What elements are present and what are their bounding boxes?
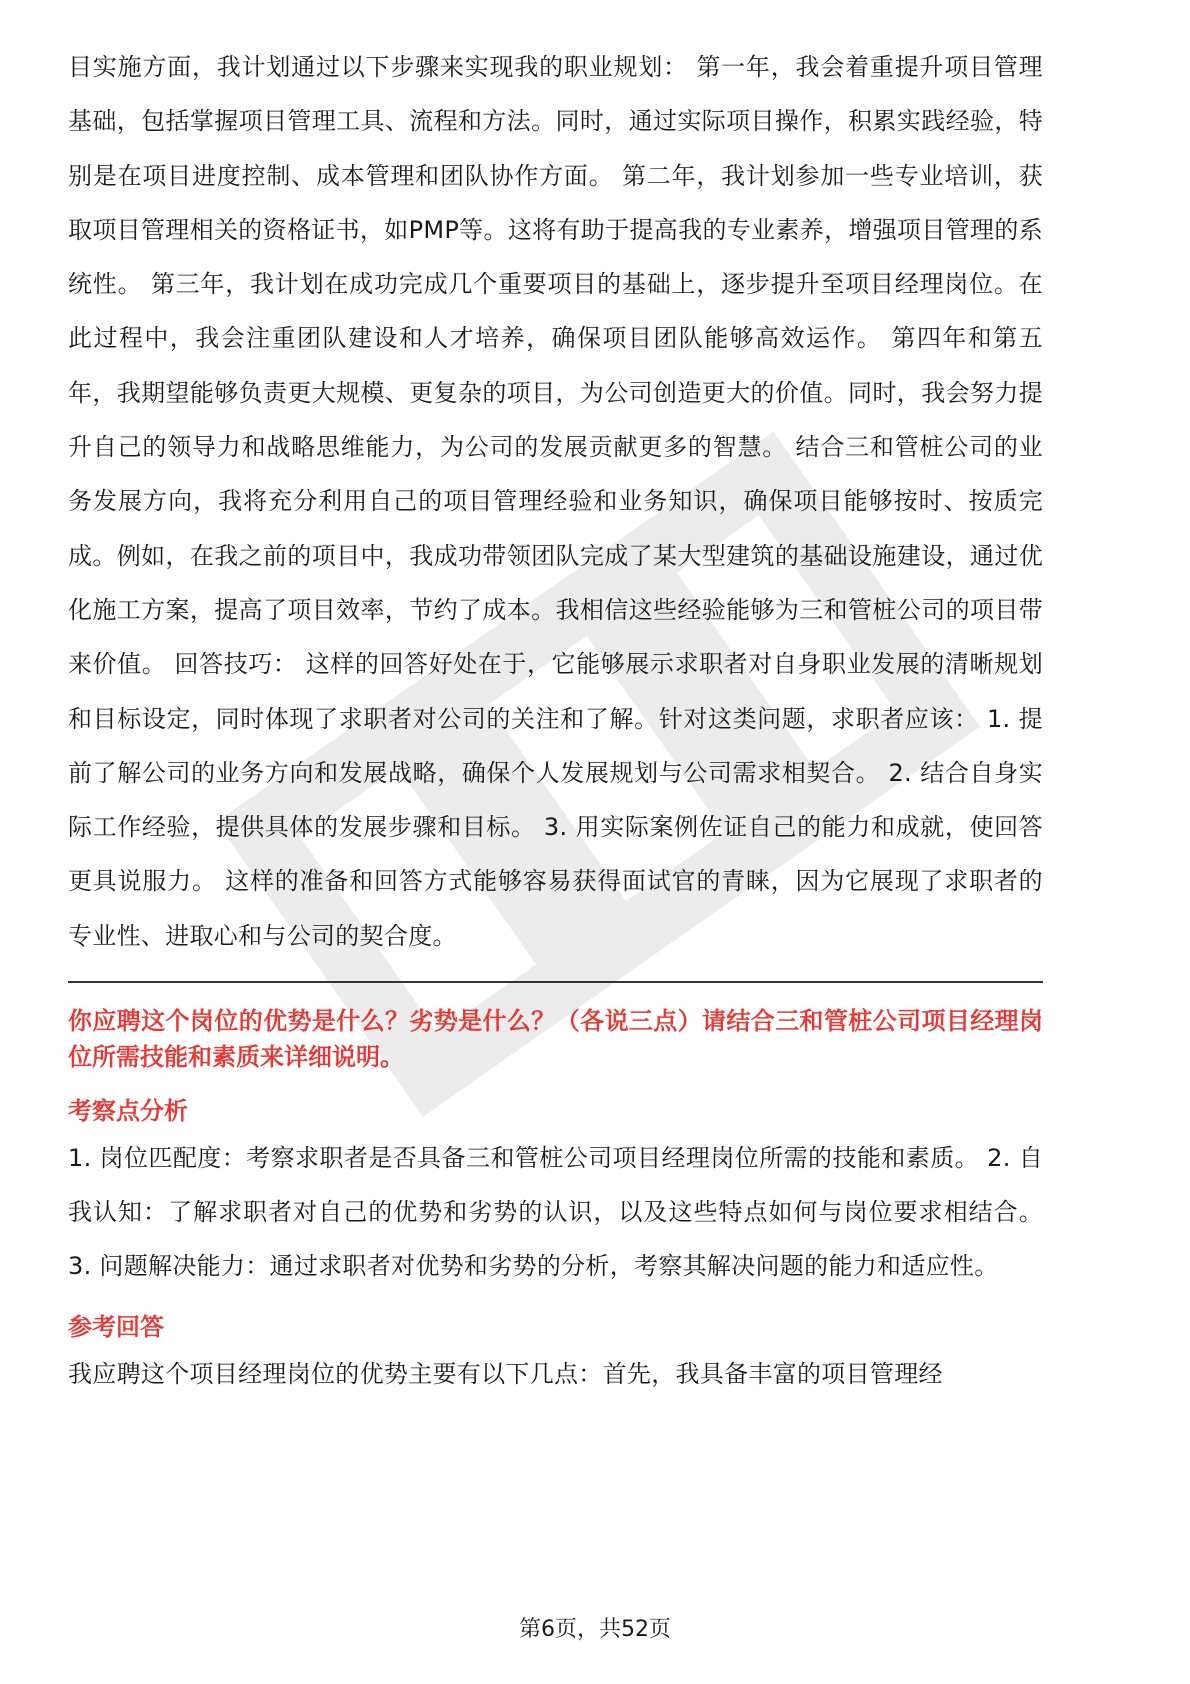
main-content <box>68 40 1043 1401</box>
analysis-paragraph: 1. 岗位匹配度：考察求职者是否具备三和管桩公司项目经理岗位所需的技能和素质。 2. 自我认知：了解求职者对自己的优势和劣势的认识，以及这些特点如何与岗位要求相结合。 3. 问题解决能力：通过求职者对优势和劣势的分析，考察其解决问题的能力和适应性。 <box>68 1144 1043 1281</box>
answer-heading: 参考回答 <box>68 1313 164 1342</box>
answer-paragraph: 我应聘这个项目经理岗位的优势主要有以下几点：首先，我具备丰富的项目管理经 <box>68 1360 943 1389</box>
page-number: 第6页，共52页 <box>519 1617 671 1642</box>
analysis-heading: 考察点分析 <box>68 1097 188 1126</box>
question-heading: 你应聘这个岗位的优势是什么？劣势是什么？（各说三点）请结合三和管桩公司项目经理岗位所需技能和素质来详细说明。 <box>68 1007 1043 1072</box>
section-divider <box>68 981 1043 983</box>
body-paragraph: 目实施方面，我计划通过以下步骤来实现我的职业规划： 第一年，我会着重提升项目管理基础，包括掌握项目管理工具、流程和方法。同时，通过实际项目操作，积累实践经验，特别是在项目进度控制、成本管理和团队协作方面。 第二年，我计划参加一些专业培训，获取项目管理相关的资格证书，如PMP等。这将有助于提高我的专业素养，增强项目管理的系统性。 第三年，我计划在成功完成几个重要项目的基础上，逐步提升至项目经理岗位。在此过程中，我会注重团队建设和人才培养，确保项目团队能够高效运作。 第四年和第五年，我期望能够负责更大规模、更复杂的项目，为公司创造更大的价值。同时，我会努力提升自己的领导力和战略思维能力，为公司的发展贡献更多的智慧。 结合三和管桩公司的业务发展方向，我将充分利用自己的项目管理经验和业务知识，确保项目能够按时、按质完成。例如，在我之前的项目中，我成功带领团队完成了某大型建筑的基础设施建设，通过优化施工方案，提高了项目效率，节约了成本。我相信这些经验能够为三和管桩公司的项目带来价值。 回答技巧： 这样的回答好处在于，它能够展示求职者对自身职业发展的清晰规划和目标设定，同时体现了求职者对公司的关注和了解。针对这类问题，求职者应该： 1. 提前了解公司的业务方向和发展战略，确保个人发展规划与公司需求相契合。 2. 结合自身实际工作经验，提供具体的发展步骤和目标。 3. 用实际案例佐证自己的能力和成就，使回答更具说服力。 这样的准备和回答方式能够容易获得面试官的青睐，因为它展现了求职者的专业性、进取心和与公司的契合度。 <box>68 53 1043 950</box>
